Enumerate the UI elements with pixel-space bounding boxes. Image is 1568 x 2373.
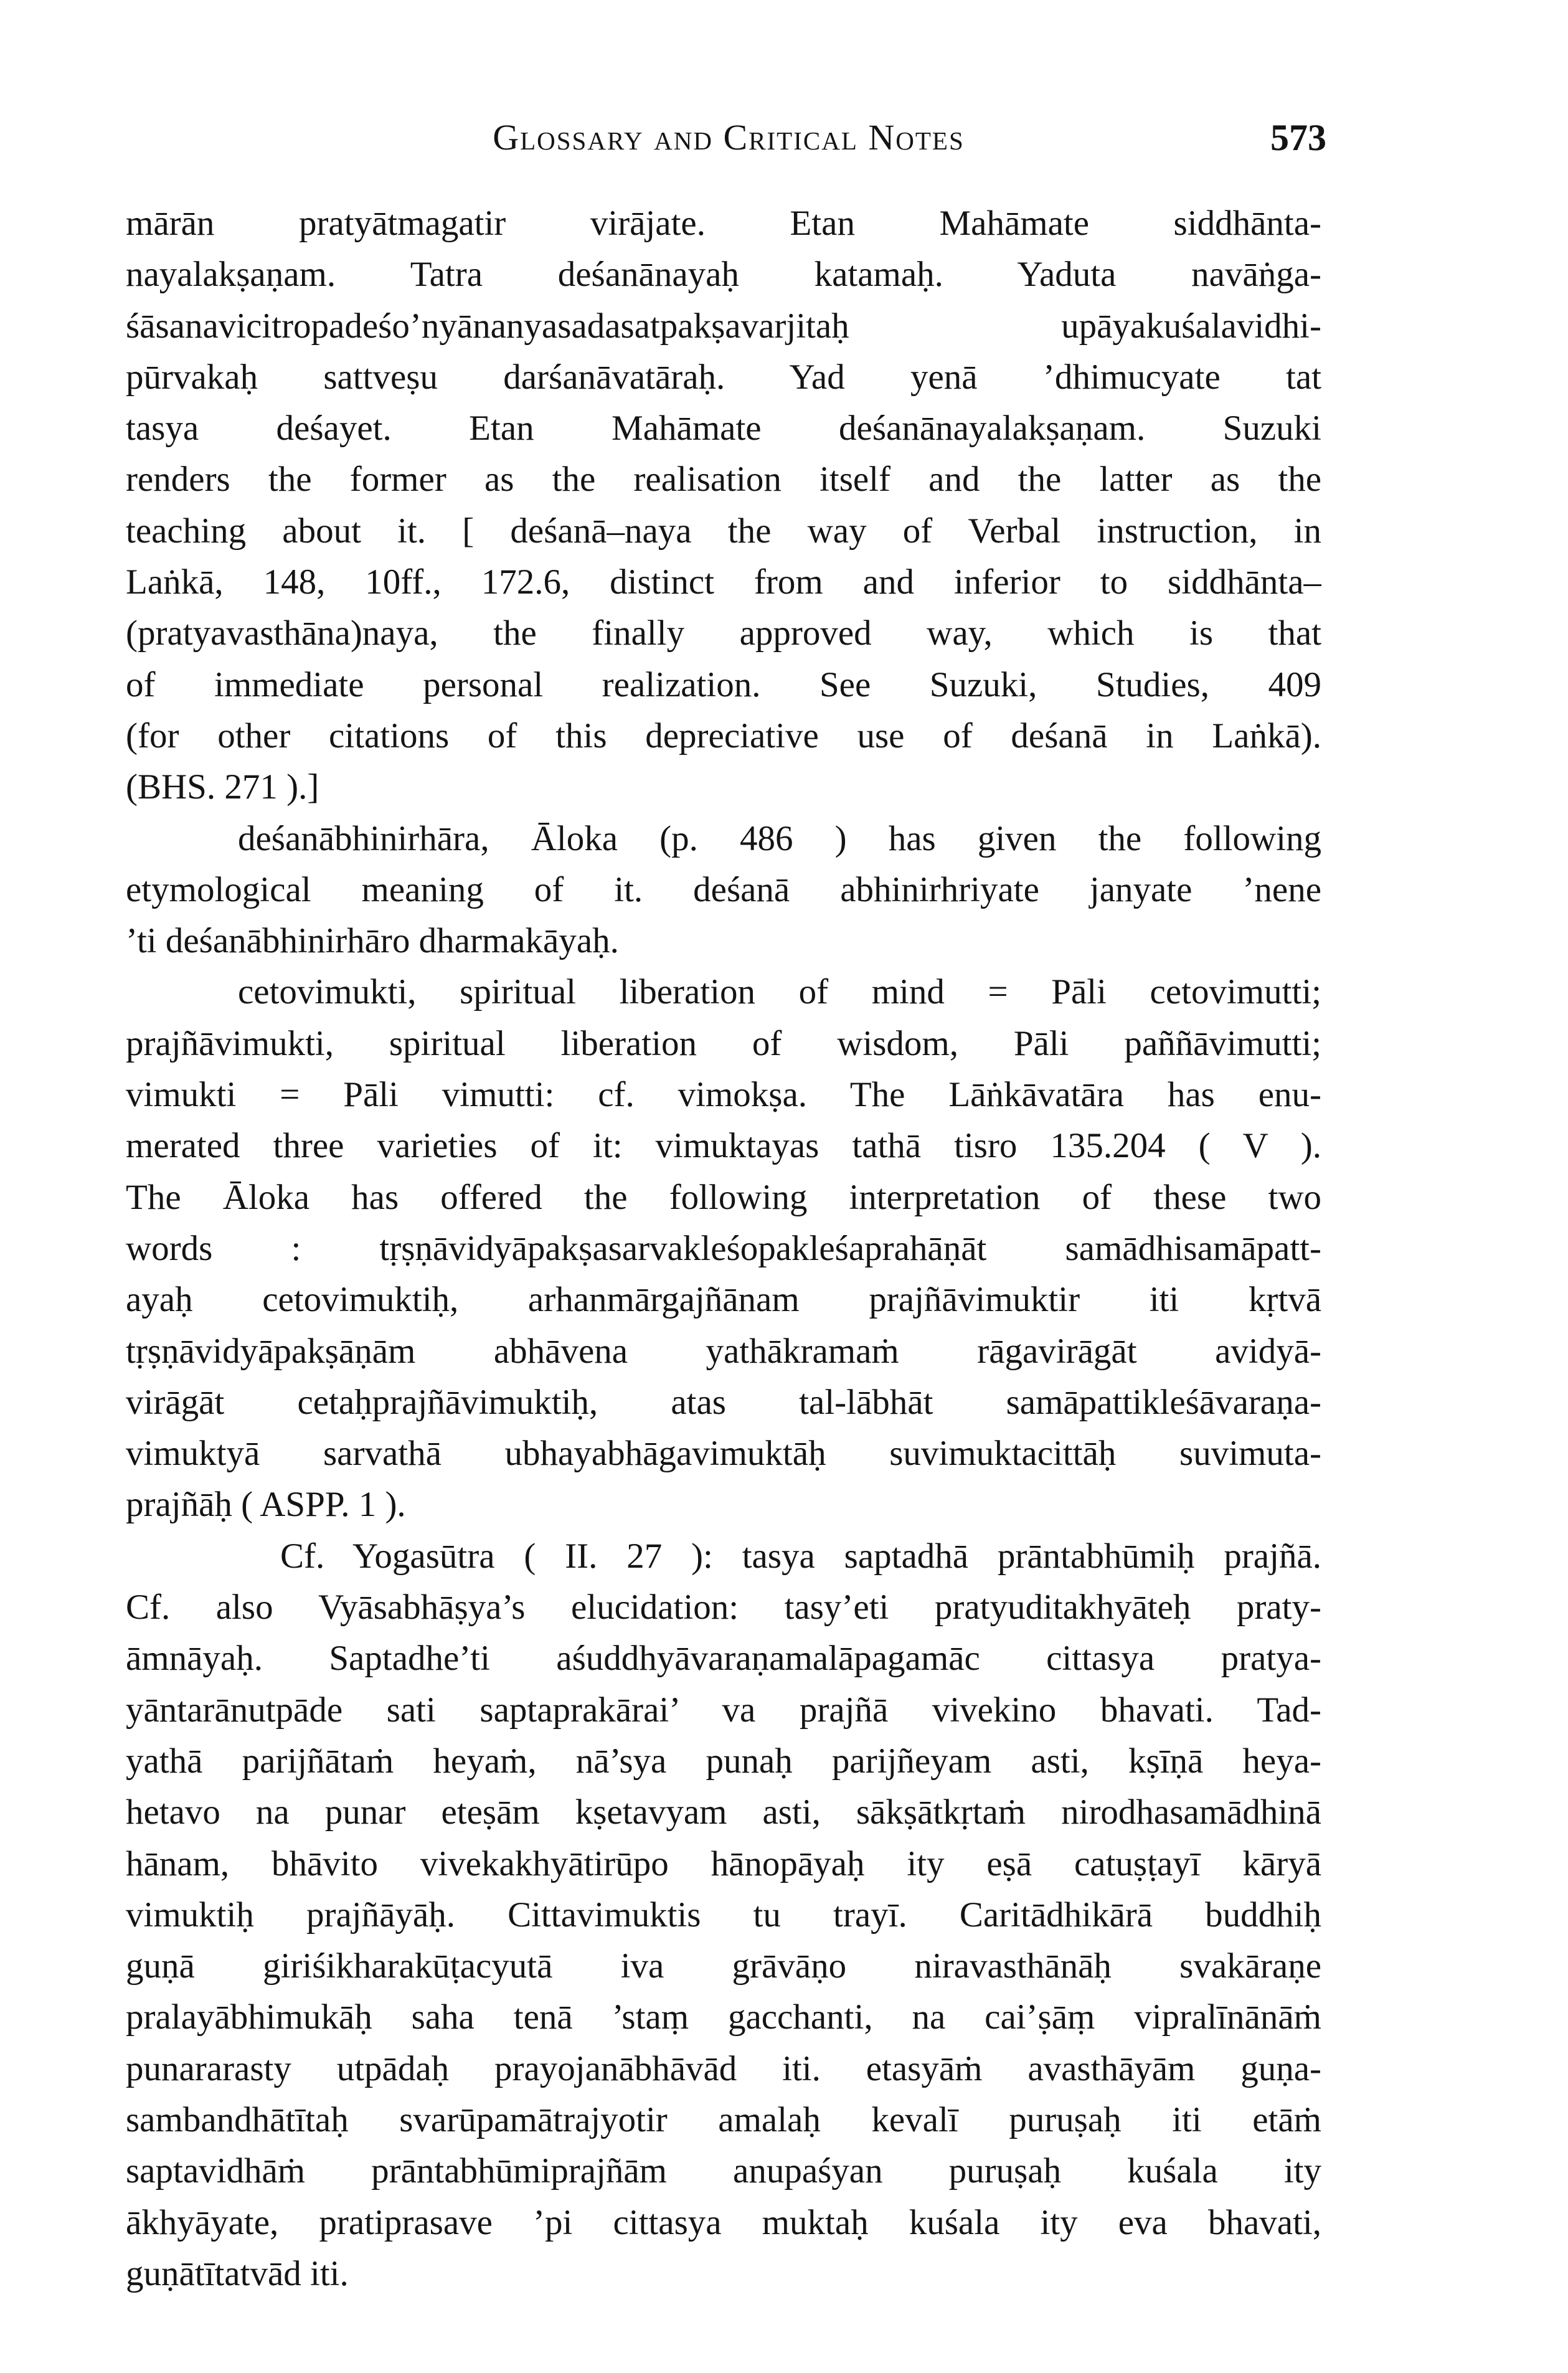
text-line: (BHS. 271 ).]	[126, 767, 319, 807]
text-line: yathā parijñātaṁ heyaṁ, nā’sya punaḥ parijñeyam asti, kṣīṇā heya-	[126, 1741, 1321, 1781]
text-line: vimukti = Pāli vimutti: cf. vimokṣa. The Lāṅkāvatāra has enu-	[126, 1075, 1321, 1115]
text-line: merated three varieties of it: vimuktayas tathā tisro 135.204 ( V ).	[126, 1126, 1321, 1166]
text-line: śāsanavicitropadeśo’nyānanyasadasatpakṣavarjitaḥ upāyakuśalavidhi-	[126, 306, 1321, 346]
text-line: Cf. Yogasūtra ( II. 27 ): tasya saptadhā prāntabhūmiḥ prajñā.	[280, 1536, 1321, 1576]
text-line: (pratyavasthāna)naya, the finally approved way, which is that	[126, 613, 1321, 653]
text-line: teaching about it. [ deśanā–naya the way of Verbal instruction, in	[126, 511, 1321, 551]
text-line: tṛṣṇāvidyāpakṣāṇām abhāvena yathākramaṁ rāgavirāgāt avidyā-	[126, 1331, 1321, 1371]
text-line: saptavidhāṁ prāntabhūmiprajñām anupaśyan puruṣaḥ kuśala ity	[126, 2151, 1321, 2191]
text-line: vimuktyā sarvathā ubhayabhāgavimuktāḥ suvimuktacittāḥ suvimuta-	[126, 1434, 1321, 1474]
text-line: tasya deśayet. Etan Mahāmate deśanānayalakṣaṇam. Suzuki	[126, 409, 1321, 448]
page-header	[131, 116, 1326, 159]
text-line: (for other citations of this depreciative use of deśanā in Laṅkā).	[126, 716, 1321, 755]
running-head: Glossary and Critical Notes	[493, 117, 965, 158]
text-line: mārān pratyātmagatir virājate. Etan Mahāmate siddhānta-	[126, 204, 1321, 243]
text-line: of immediate personal realization. See Suzuki, Studies, 409	[126, 665, 1321, 704]
text-line: vimuktiḥ prajñāyāḥ. Cittavimuktis tu trayī. Caritādhikārā buddhiḥ	[126, 1895, 1321, 1935]
text-line: āmnāyaḥ. Saptadhe’ti aśuddhyāvaraṇamalāpagamāc cittasya pratya-	[126, 1639, 1321, 1679]
text-line: prajñāvimukti, spiritual liberation of wisdom, Pāli paññāvimutti;	[126, 1023, 1321, 1063]
text-line: yāntarānutpāde sati saptaprakārai’ va prajñā vivekino bhavati. Tad-	[126, 1690, 1321, 1730]
text-line: The Āloka has offered the following interpretation of these two	[126, 1177, 1321, 1217]
text-line: renders the former as the realisation itself and the latter as the	[126, 460, 1321, 500]
page-body	[126, 198, 1321, 2328]
text-line: cetovimukti, spiritual liberation of mind = Pāli cetovimutti;	[238, 972, 1321, 1012]
text-line: ākhyāyate, pratiprasave ’pi cittasya muktaḥ kuśala ity eva bhavati,	[126, 2202, 1321, 2242]
text-line: hetavo na punar eteṣām kṣetavyam asti, sākṣātkṛtaṁ nirodhasamādhinā	[126, 1793, 1321, 1832]
text-line: sambandhātītaḥ svarūpamātrajyotir amalaḥ kevalī puruṣaḥ iti etāṁ	[126, 2100, 1321, 2139]
text-line: Cf. also Vyāsabhāṣya’s elucidation: tasy’eti pratyuditakhyāteḥ praty-	[126, 1588, 1321, 1627]
text-line: hānam, bhāvito vivekakhyātirūpo hānopāyaḥ ity eṣā catuṣṭayī kāryā	[126, 1844, 1321, 1883]
text-line: virāgāt cetaḥprajñāvimuktiḥ, atas tal-lābhāt samāpattikleśāvaraṇa-	[126, 1382, 1321, 1422]
text-line: ayaḥ cetovimuktiḥ, arhanmārgajñānam prajñāvimuktir iti kṛtvā	[126, 1280, 1321, 1320]
text-line: Laṅkā, 148, 10ff., 172.6, distinct from and inferior to siddhānta–	[126, 562, 1321, 602]
text-line: guṇā giriśikharakūṭacyutā iva grāvāṇo niravasthānāḥ svakāraṇe	[126, 1946, 1321, 1986]
text-line: etymological meaning of it. deśanā abhinirhriyate janyate ’nene	[126, 869, 1321, 909]
text-line: nayalakṣaṇam. Tatra deśanānayaḥ katamaḥ. Yaduta navāṅga-	[126, 255, 1321, 295]
text-line: prajñāḥ ( ASPP. 1 ).	[126, 1485, 406, 1525]
page-number: 573	[1270, 117, 1326, 158]
text-line: punararasty utpādaḥ prayojanābhāvād iti. etasyāṁ avasthāyām guṇa-	[126, 2049, 1321, 2088]
text-line: deśanābhinirhāra, Āloka (p. 486 ) has given the following	[238, 818, 1321, 858]
text-line: ’ti deśanābhinirhāro dharmakāyaḥ.	[126, 921, 619, 961]
text-line: pralayābhimukāḥ saha tenā ’staṃ gacchanti, na cai’ṣāṃ vipralīnānāṁ	[126, 1997, 1321, 2037]
text-line: words : tṛṣṇāvidyāpakṣasarvakleśopakleśaprahāṇāt samādhisamāpatt-	[126, 1228, 1321, 1268]
text-line: pūrvakaḥ sattveṣu darśanāvatāraḥ. Yad yenā ’dhimucyate tat	[126, 357, 1321, 397]
text-line: guṇātītatvād iti.	[126, 2253, 349, 2293]
